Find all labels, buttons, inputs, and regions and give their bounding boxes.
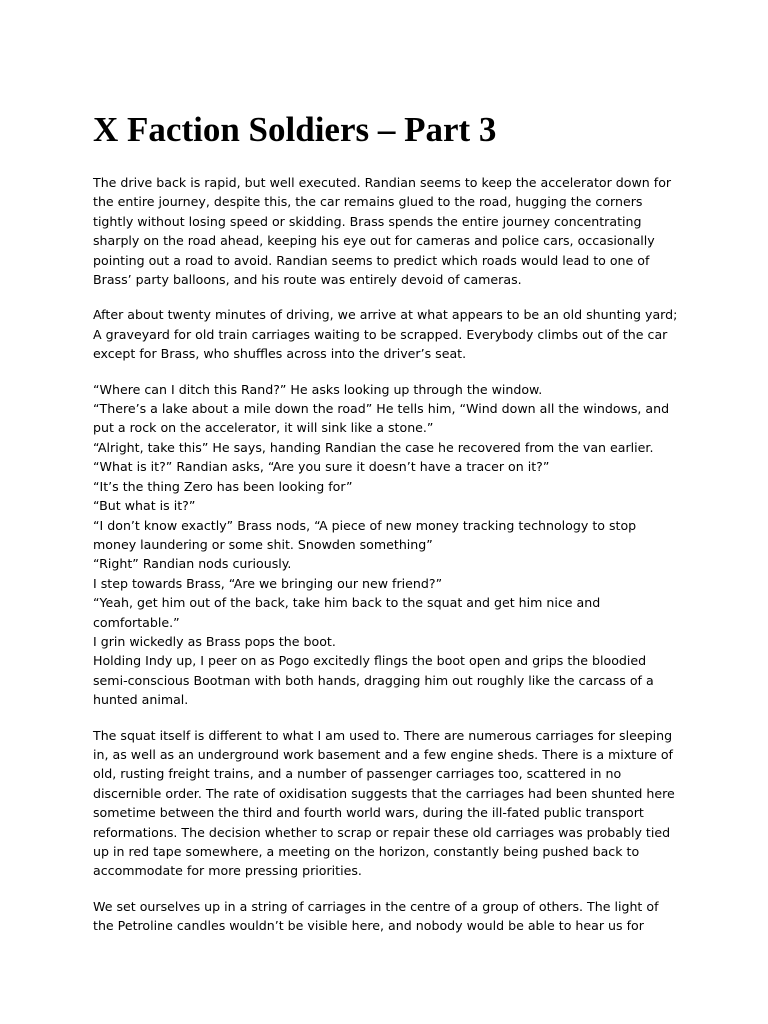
text-line: sometime between the third and fourth world wars, during the ill-fated public transport: [93, 805, 644, 821]
text-line: A graveyard for old train carriages waiting to be scrapped. Everybody climbs out of the car: [93, 326, 668, 342]
text-line: pointing out a road to avoid. Randian seems to predict which roads would lead to one of: [93, 252, 650, 268]
text-line: up in red tape somewhere, a meeting on the horizon, constantly being pushed back to: [93, 844, 640, 859]
text-line: the Petroline candles wouldn’t be visible here, and nobody would be able to hear us for: [93, 918, 644, 934]
text-line: hunted animal.: [93, 692, 189, 708]
text-line: comfortable.”: [93, 614, 180, 630]
paragraph-carriages: [93, 897, 683, 936]
text-line: Brass’ party balloons, and his route was entirely devoid of cameras.: [93, 272, 522, 288]
text-line: Holding Indy up, I peer on as Pogo excitedly flings the boot open and grips the bloodied: [93, 653, 647, 669]
text-line: discernible order. The rate of oxidisation suggests that the carriages had been shunted here: [93, 785, 675, 801]
text-line: I grin wickedly as Brass pops the boot.: [93, 633, 336, 649]
text-line: The squat itself is different to what I am used to. There are numerous carriages for sleeping: [93, 727, 673, 743]
text-line: “What is it?” Randian asks, “Are you sure it doesn’t have a tracer on it?”: [93, 459, 550, 475]
paragraph-squat: [93, 726, 683, 881]
text-line: “Yeah, get him out of the back, take him back to the squat and get him nice and: [93, 595, 601, 611]
text-line: We set ourselves up in a string of carriages in the centre of a group of others. The light of: [93, 898, 659, 914]
text-line: the entire journey, despite this, the car remains glued to the road, hugging the corners: [93, 194, 643, 210]
document-body: [93, 173, 683, 936]
text-line: put a rock on the accelerator, it will sink like a stone.”: [93, 420, 434, 436]
text-line: sharply on the road ahead, keeping his eye out for cameras and police cars, occasionally: [93, 233, 655, 249]
text-line: The drive back is rapid, but well executed. Randian seems to keep the accelerator down for: [93, 175, 672, 190]
text-line: old, rusting freight trains, and a number of passenger carriages too, scattered in no: [93, 766, 622, 782]
paragraph-arrival: [93, 305, 683, 363]
text-line: tightly without losing speed or skidding. Brass spends the entire journey concentrating: [93, 213, 642, 229]
text-line: accommodate for more pressing priorities.: [93, 863, 362, 879]
text-line: I step towards Brass, “Are we bringing our new friend?”: [93, 575, 443, 591]
text-line: After about twenty minutes of driving, we arrive at what appears to be an old shunting yard;: [93, 307, 678, 323]
text-line: money laundering or some shit. Snowden something”: [93, 536, 433, 552]
paragraph-dialogue: [93, 380, 683, 710]
text-line: “I don’t know exactly” Brass nods, “A piece of new money tracking technology to stop: [93, 517, 637, 533]
paragraph-drive-back: [93, 173, 683, 289]
text-line: in, as well as an underground work basement and a few engine sheds. There is a mixture of: [93, 746, 673, 762]
text-line: “Alright, take this” He says, handing Randian the case he recovered from the van earlier.: [93, 439, 654, 455]
text-line: reformations. The decision whether to scrap or repair these old carriages was probably tied: [93, 824, 671, 840]
text-line: except for Brass, who shuffles across into the driver’s seat.: [93, 346, 467, 362]
text-line: semi-conscious Bootman with both hands, dragging him out roughly like the carcass of a: [93, 672, 654, 688]
document-title: X Faction Soldiers – Part 3: [93, 110, 497, 149]
text-line: “There’s a lake about a mile down the road” He tells him, “Wind down all the windows, and: [93, 401, 670, 417]
text-line: “But what is it?”: [93, 498, 196, 514]
text-line: “Where can I ditch this Rand?” He asks looking up through the window.: [93, 381, 543, 397]
text-line: “Right” Randian nods curiously.: [93, 556, 292, 572]
text-line: “It’s the thing Zero has been looking for”: [93, 478, 353, 494]
